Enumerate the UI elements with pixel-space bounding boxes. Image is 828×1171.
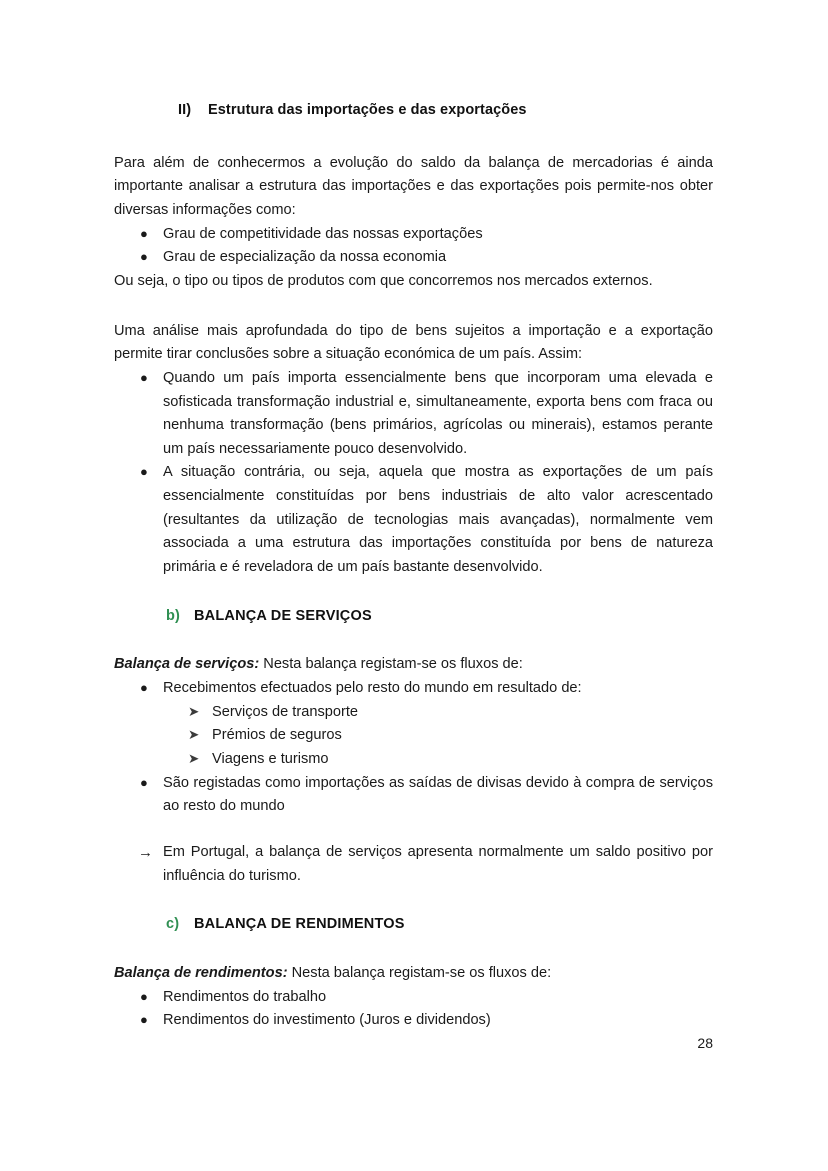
disc-bullet-icon: ● [140,680,148,696]
section-heading-servicos [166,606,713,628]
rendimentos-lead-in: Balança de rendimentos: [114,964,288,981]
disc-bullet-icon: ● [140,774,148,790]
arrow-triangle-icon: ➤ [188,750,200,766]
section-heading-rendimentos [166,914,713,936]
intro-bullet-list [114,223,713,270]
list-item-label: Rendimentos do trabalho [163,988,327,1005]
list-item [114,367,713,462]
right-arrow-icon: → [138,843,153,861]
list-item-label: Quando um país importa essencialmente bens que incorporam uma elevada e sofisticada transformação industrial e, simultaneamente, exporta bens com fraca ou nenhuma transformação (bens primários, agrícolas ou minerais), estamos perante um país necessariamente pouco desenvolvido. [163,369,713,457]
servicos-arrow-note-label: Em Portugal, a balança de serviços apresenta normalmente um saldo positivo por influência do turismo. [163,843,713,884]
page-number: 28 [697,1035,713,1051]
rendimentos-bullet-list [114,986,713,1033]
rendimentos-lead-rest: Nesta balança registam-se os fluxos de: [287,964,552,981]
list-item-label: Serviços de transporte [212,703,359,720]
section-title-c: BALANÇA DE RENDIMENTOS [194,916,405,933]
section-title-b: BALANÇA DE SERVIÇOS [194,607,372,624]
list-item-label: Grau de competitividade das nossas exportações [163,225,483,242]
section-marker-ii: II) [178,102,192,118]
list-item [114,748,713,772]
section-heading-roman [178,100,713,122]
list-item-label: Grau de especialização da nossa economia [163,249,447,266]
list-item [114,1009,713,1033]
arrow-triangle-icon: ➤ [188,703,200,719]
document-content [114,100,713,1033]
list-item-label: Viagens e turismo [212,750,329,767]
list-item [114,461,713,579]
disc-bullet-icon: ● [140,369,148,385]
rendimentos-lead-paragraph [114,962,713,986]
spacer [114,627,713,653]
list-item-label: São registadas como importações as saídas de divisas devido à compra de serviços ao resto do mundo [163,774,713,815]
list-item [114,986,713,1010]
section-marker-b: b) [166,607,181,624]
servicos-bullet-list-b [114,772,713,819]
spacer [114,122,713,152]
disc-bullet-icon: ● [140,225,148,241]
disc-bullet-icon: ● [140,249,148,265]
section-marker-c: c) [166,916,180,933]
list-item-label: Prémios de seguros [212,727,342,744]
disc-bullet-icon: ● [140,464,148,480]
spacer [114,294,713,320]
analysis-paragraph: Uma análise mais aprofundada do tipo de bens sujeitos a importação e a exportação permite tirar conclusões sobre a situação económica de um país. Assim: [114,322,713,363]
spacer [114,936,713,962]
disc-bullet-icon: ● [140,988,148,1004]
servicos-lead-paragraph [114,653,713,677]
list-item [114,223,713,247]
servicos-bullet-list-a [114,677,713,701]
servicos-sub-bullet-list [114,701,713,772]
servicos-lead-in: Balança de serviços: [114,656,260,673]
servicos-lead-rest: Nesta balança registam-se os fluxos de: [259,656,523,673]
list-item-label: Rendimentos do investimento (Juros e dividendos) [163,1012,491,1029]
disc-bullet-icon: ● [140,1012,148,1028]
analysis-bullet-list [114,367,713,580]
list-item-label: A situação contrária, ou seja, aquela que mostra as exportações de um país essencialmente constituídas por bens industriais de alto valor acrescentado (resultantes da utilização de tecnologias mais avançadas), normalmente vem associada a uma estrutura das importações constituída por bens de natureza primária e é reveladora de um país bastante desenvolvido. [163,464,713,575]
section-title-ii: Estrutura das importações e das exportações [208,102,527,118]
list-item-label: Recebimentos efectuados pelo resto do mundo em resultado de: [163,680,582,697]
arrow-triangle-icon: ➤ [188,727,200,743]
list-item [114,701,713,725]
list-item [114,246,713,270]
intro-closing-paragraph: Ou seja, o tipo ou tipos de produtos com que concorremos nos mercados externos. [114,272,653,289]
spacer [114,819,713,841]
list-item [114,772,713,819]
spacer [114,888,713,914]
list-item [114,724,713,748]
list-item [114,677,713,701]
intro-paragraph: Para além de conhecermos a evolução do saldo da balança de mercadorias é ainda importante analisar a estrutura das importações e das exportações pois permite-nos obter diversas informações como: [114,154,713,219]
servicos-arrow-note [114,841,713,888]
spacer [114,580,713,606]
